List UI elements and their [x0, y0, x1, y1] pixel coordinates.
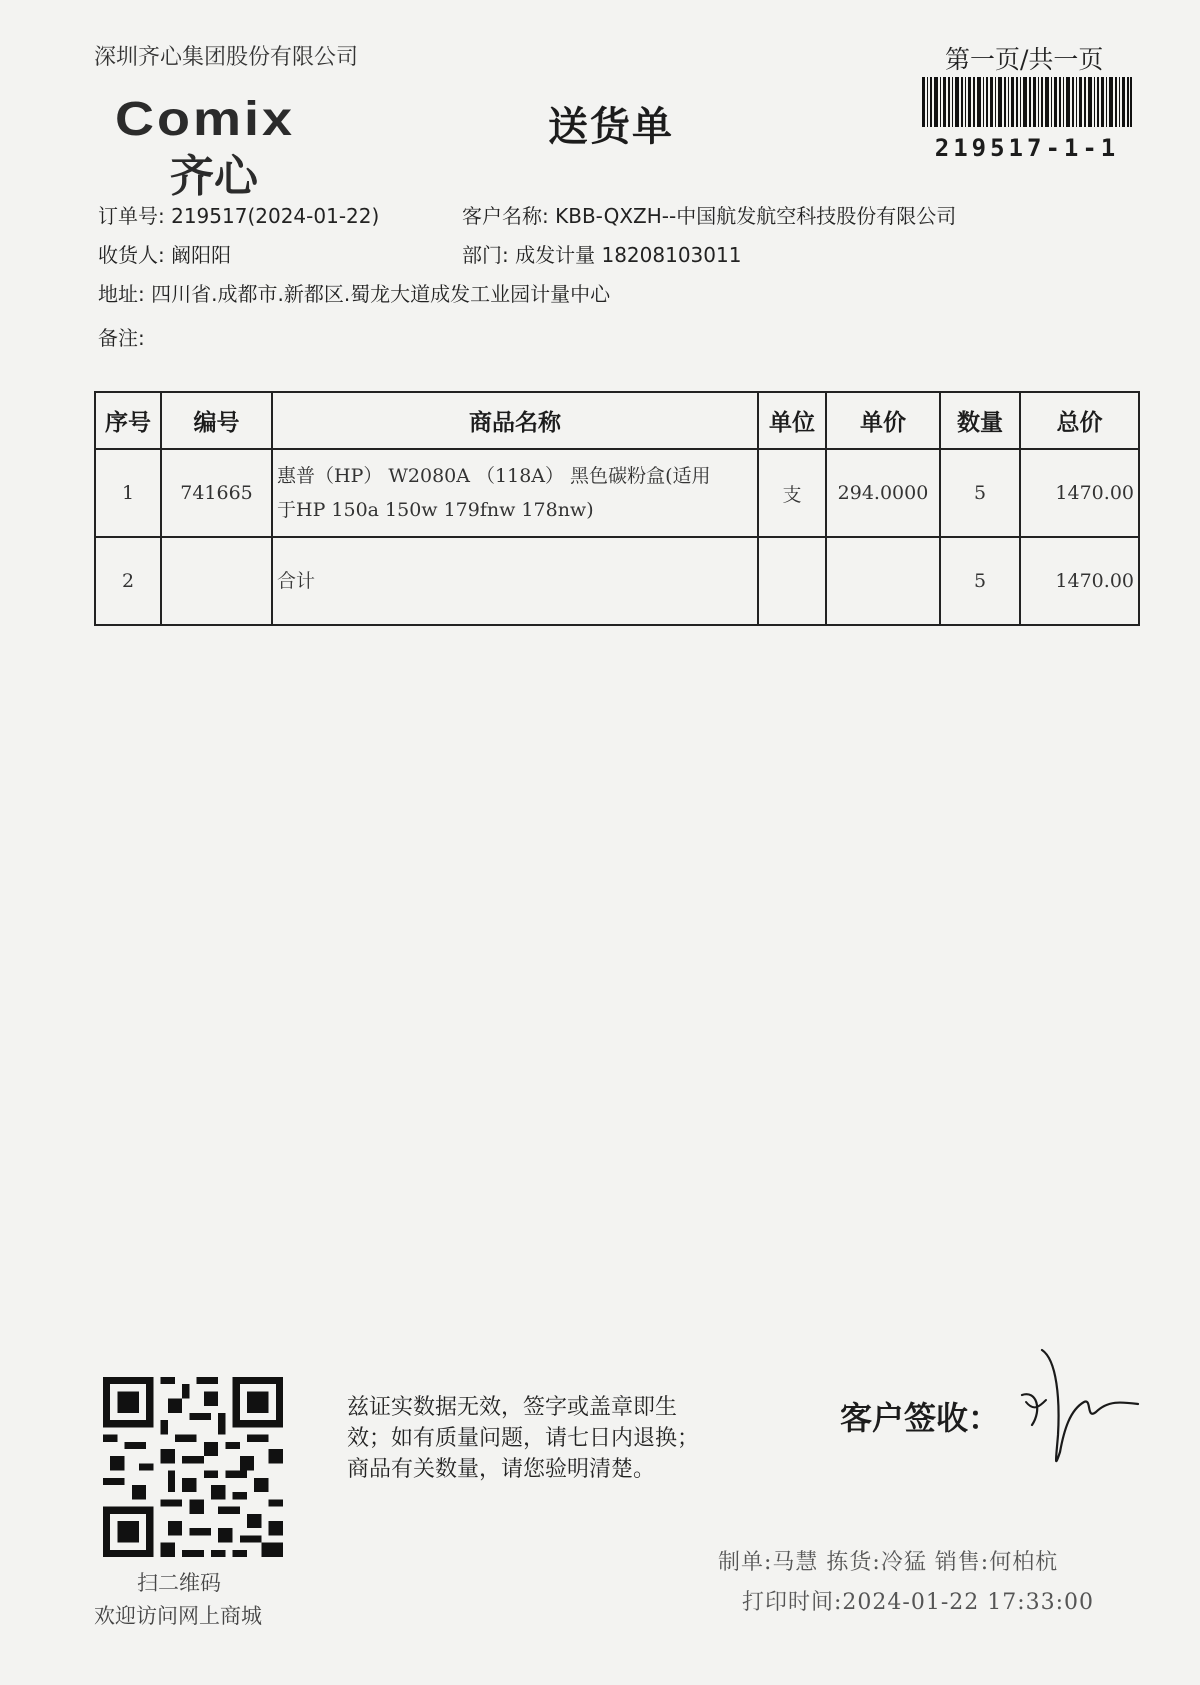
- print-time: 打印时间:2024-01-22 17:33:00: [742, 1590, 1095, 1615]
- row-quantity: 5: [940, 449, 1020, 537]
- address-label: 地址:: [98, 282, 145, 306]
- address: [98, 278, 610, 307]
- remark: [98, 322, 145, 351]
- address-value: 四川省.成都市.新都区.蜀龙大道成发工业园计量中心: [151, 282, 611, 306]
- order-label: 订单号:: [98, 204, 165, 228]
- row-code: [161, 537, 272, 625]
- row-quantity: 5: [940, 537, 1020, 625]
- customer-label: 客户名称:: [462, 204, 549, 228]
- header-total: 总价: [1020, 392, 1139, 449]
- customer-sign-label: 客户签收：: [840, 1399, 1001, 1437]
- dept-label: 部门:: [462, 243, 509, 267]
- row-code: 741665: [161, 449, 272, 537]
- department: [462, 239, 741, 268]
- header-code: 编号: [161, 392, 272, 449]
- logo-text-cn: 齐心: [170, 151, 258, 202]
- logo-text-en: Comix: [115, 92, 296, 146]
- row-total: 1470.00: [1020, 537, 1139, 625]
- qr-code: [103, 1377, 283, 1557]
- staff-info: 制单:马慧 拣货:冷猛 销售:何柏杭: [718, 1550, 1059, 1575]
- barcode: [922, 77, 1132, 127]
- order-value: 219517(2024-01-22): [171, 204, 380, 228]
- table-row: [95, 537, 1139, 625]
- row-unit: 支: [758, 449, 826, 537]
- document-title: 送货单: [548, 104, 674, 150]
- goods-table: [94, 391, 1140, 626]
- receiver: [98, 239, 231, 268]
- qr-caption-scan: 扫二维码: [137, 1571, 221, 1595]
- table-row: [95, 449, 1139, 537]
- row-seq: 1: [95, 449, 161, 537]
- barcode-number: 219517-1-1: [934, 134, 1120, 162]
- customer-value: KBB-QXZH--中国航发航空科技股份有限公司: [555, 204, 957, 228]
- header-unit-price: 单价: [826, 392, 940, 449]
- notice-text: [347, 1392, 767, 1485]
- customer-name: [462, 200, 956, 229]
- header-seq: 序号: [95, 392, 161, 449]
- qr-caption-welcome: 欢迎访问网上商城: [94, 1604, 262, 1628]
- row-seq: 2: [95, 537, 161, 625]
- dept-value: 成发计量 18208103011: [515, 243, 742, 267]
- row-unit: [758, 537, 826, 625]
- row-total: 1470.00: [1020, 449, 1139, 537]
- notice-line: 商品有关数量，请您验明清楚。: [347, 1457, 656, 1482]
- notice-line: 兹证实数据无效，签字或盖章即生: [347, 1395, 678, 1420]
- row-product-name: [272, 449, 758, 537]
- product-name-line1: 合计: [277, 570, 316, 592]
- product-name-line1: 惠普（HP） W2080A （118A） 黑色碳粉盒(适用: [277, 465, 711, 487]
- table-header-row: [95, 392, 1139, 449]
- receiver-label: 收货人:: [98, 243, 165, 267]
- row-unit-price: [826, 537, 940, 625]
- header-unit: 单位: [758, 392, 826, 449]
- receiver-value: 阚阳阳: [171, 243, 232, 267]
- header-product-name: 商品名称: [272, 392, 758, 449]
- page-indicator: 第一页/共一页: [945, 45, 1104, 74]
- notice-line: 效；如有质量问题，请七日内退换；: [347, 1426, 700, 1451]
- company-name: 深圳齐心集团股份有限公司: [94, 45, 359, 70]
- order-number: [98, 200, 379, 229]
- row-product-name: [272, 537, 758, 625]
- remark-label: 备注:: [98, 326, 145, 350]
- row-unit-price: 294.0000: [826, 449, 940, 537]
- header-quantity: 数量: [940, 392, 1020, 449]
- product-name-line2: 于HP 150a 150w 179fnw 178nw): [277, 499, 594, 521]
- handwritten-signature: [1012, 1340, 1142, 1475]
